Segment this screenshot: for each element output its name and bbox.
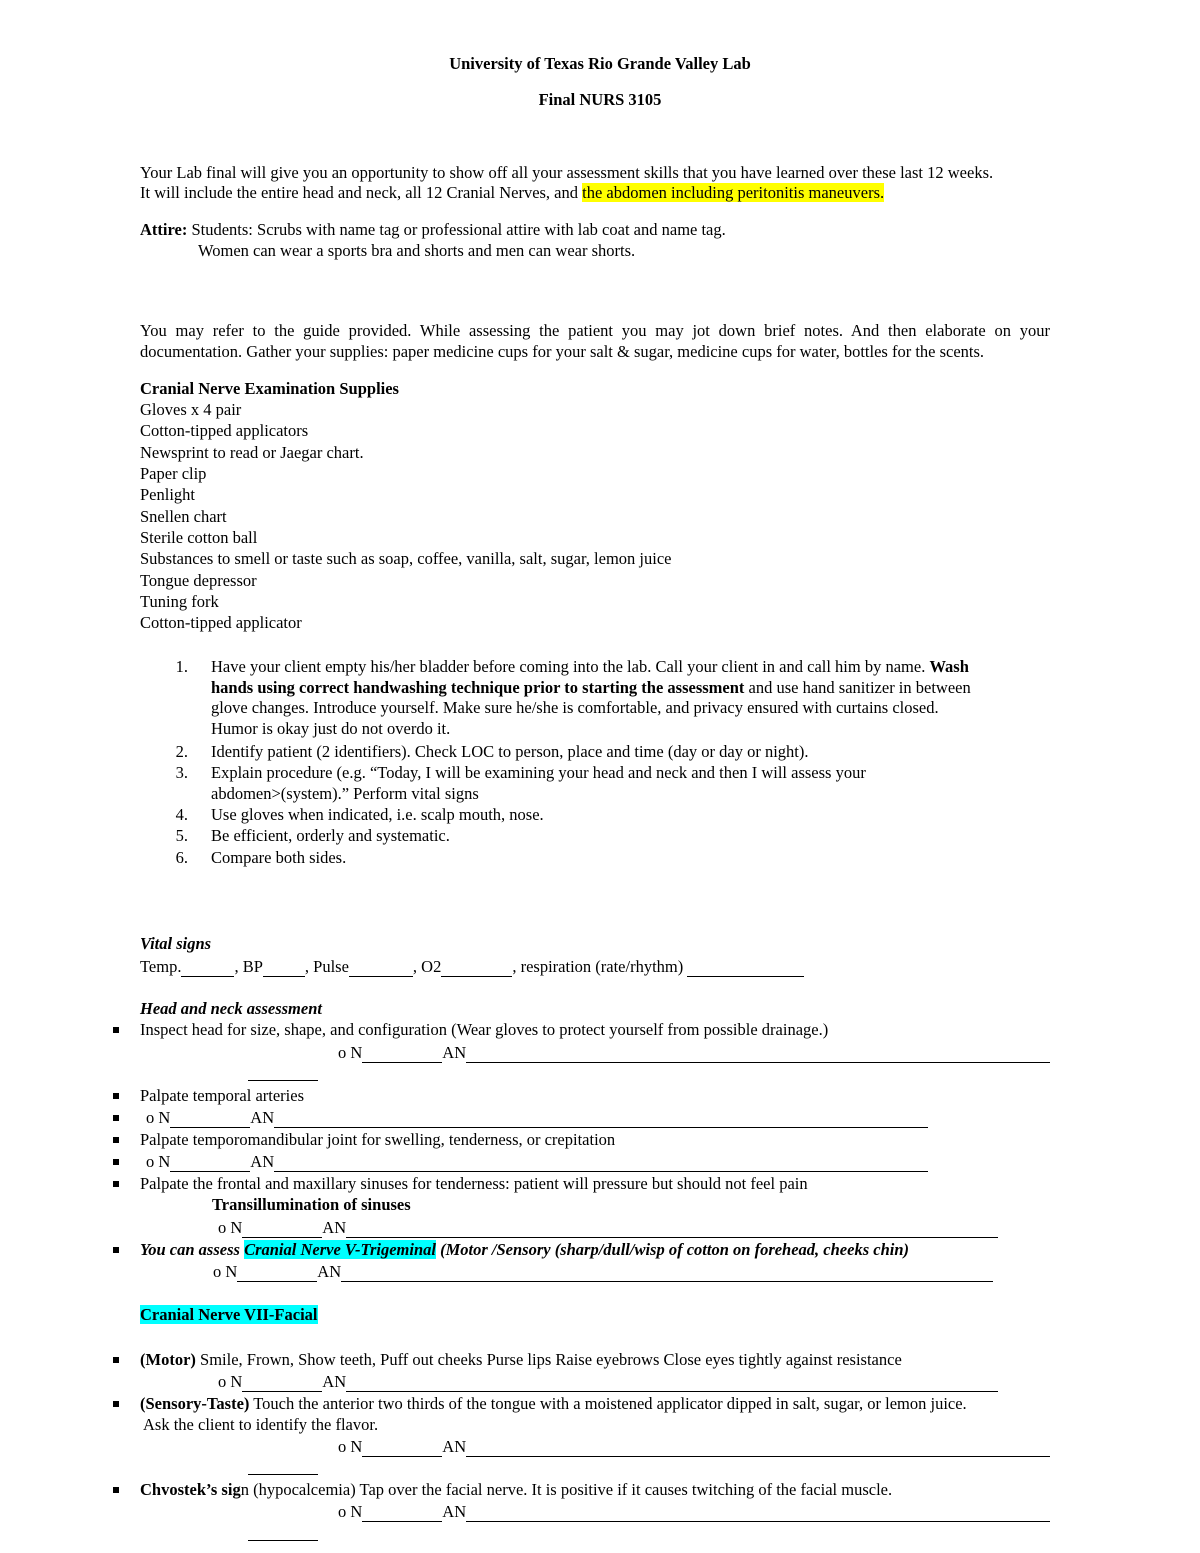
bullet-icon (113, 1181, 119, 1187)
facial-sensory-line-2: Ask the client to identify the flavor. (143, 1415, 379, 1434)
facial-motor-item: (Motor) Smile, Frown, Show teeth, Puff out cheeks Purse lips Raise eyebrows Close eyes tightly against resistance (140, 1350, 902, 1369)
normal-abnormal-row: o N AN (218, 1372, 998, 1392)
step-2: Identify patient (2 identifiers). Check LOC to person, place and time (day or day or night). (211, 742, 809, 761)
attire-line: Attire: Students: Scrubs with name tag or professional attire with lab coat and name tag. (140, 220, 726, 239)
supply-item: Paper clip (140, 464, 207, 483)
refer-line-1: You may refer to the guide provided. While assessing the patient you may jot down brief notes. And then elaborate on your (140, 321, 1050, 340)
o2-blank[interactable] (441, 961, 512, 977)
bullet-icon (113, 1027, 119, 1033)
bullet-icon (113, 1247, 119, 1253)
abnormal-blank[interactable] (466, 1506, 1050, 1522)
supply-item: Gloves x 4 pair (140, 400, 242, 419)
normal-blank[interactable] (242, 1222, 322, 1238)
step-number: 2. (175, 742, 188, 761)
normal-abnormal-row: o N AN (338, 1502, 1050, 1522)
step-number: 5. (175, 826, 188, 845)
checkbox-icon[interactable]: o (218, 1372, 227, 1391)
bullet-icon (113, 1093, 119, 1099)
step-1-line-2: hands using correct handwashing technique prior to starting the assessment and use hand sanitizer in between (211, 678, 971, 697)
step-3-line-2: abdomen>(system).” Perform vital signs (211, 784, 479, 803)
step-1-line-3: glove changes. Introduce yourself. Make sure he/she is comfortable, and privacy ensured with curtains closed. (211, 698, 939, 717)
palpate-tmj-item: Palpate temporomandibular joint for swelling, tenderness, or crepitation (140, 1130, 616, 1149)
highlighted-text: the abdomen including peritonitis maneuvers. (582, 183, 885, 202)
vital-signs-line: Temp. , BP , Pulse , O2 , respiration (rate/rhythm) (140, 957, 804, 977)
bullet-icon (113, 1487, 119, 1493)
normal-blank[interactable] (362, 1506, 442, 1522)
step-5: Be efficient, orderly and systematic. (211, 826, 450, 845)
normal-abnormal-row: o N AN (146, 1108, 928, 1128)
attire-line-2: Women can wear a sports bra and shorts and men can wear shorts. (198, 241, 636, 260)
intro-line-2: It will include the entire head and neck, all 12 Cranial Nerves, and the abdomen including peritonitis maneuvers. (140, 183, 885, 202)
normal-abnormal-row: o N AN (146, 1152, 928, 1172)
underline (248, 1474, 318, 1475)
step-4: Use gloves when indicated, i.e. scalp mouth, nose. (211, 805, 544, 824)
step-number: 1. (175, 657, 188, 676)
palpate-sinus-item: Palpate the frontal and maxillary sinuses for tenderness: patient will pressure but should not feel pain (140, 1174, 808, 1193)
supplies-heading: Cranial Nerve Examination Supplies (140, 379, 399, 398)
abnormal-blank[interactable] (274, 1156, 928, 1172)
checkbox-icon[interactable]: o (338, 1043, 347, 1062)
supply-item: Penlight (140, 485, 196, 504)
normal-abnormal-row: o N AN (218, 1218, 998, 1238)
normal-blank[interactable] (362, 1047, 442, 1063)
course-title: Final NURS 3105 (538, 90, 662, 109)
bullet-icon (113, 1115, 119, 1121)
checkbox-icon[interactable]: o (338, 1502, 347, 1521)
abnormal-blank[interactable] (274, 1112, 928, 1128)
step-6: Compare both sides. (211, 848, 347, 867)
inspect-head-item: Inspect head for size, shape, and configuration (Wear gloves to protect yourself from possible drainage.) (140, 1020, 829, 1039)
bp-blank[interactable] (263, 961, 305, 977)
transillumination-heading: Transillumination of sinuses (212, 1195, 411, 1214)
head-neck-heading: Head and neck assessment (140, 999, 322, 1018)
highlighted-text: Cranial Nerve V-Trigeminal (244, 1240, 436, 1259)
normal-abnormal-row: o N AN (338, 1437, 1050, 1457)
underline (248, 1080, 318, 1081)
pulse-blank[interactable] (349, 961, 413, 977)
supply-item: Snellen chart (140, 507, 227, 526)
supply-item: Cotton-tipped applicators (140, 421, 309, 440)
step-number: 6. (175, 848, 188, 867)
checkbox-icon[interactable]: o (146, 1152, 155, 1171)
bullet-icon (113, 1159, 119, 1165)
attire-label: Attire: (140, 220, 188, 239)
bullet-icon (113, 1357, 119, 1363)
normal-blank[interactable] (237, 1266, 317, 1282)
checkbox-icon[interactable]: o (213, 1262, 222, 1281)
bullet-icon (113, 1401, 119, 1407)
chvostek-item: Chvostek’s sign (hypocalcemia) Tap over the facial nerve. It is positive if it causes twitching of the facial muscle. (140, 1480, 893, 1499)
normal-abnormal-row: o N AN (338, 1043, 1050, 1063)
bullet-icon (113, 1137, 119, 1143)
abnormal-blank[interactable] (346, 1222, 998, 1238)
normal-blank[interactable] (242, 1376, 322, 1392)
abnormal-blank[interactable] (346, 1376, 998, 1392)
document-title: University of Texas Rio Grande Valley Lab (449, 54, 751, 73)
checkbox-icon[interactable]: o (338, 1437, 347, 1456)
intro-line-1: Your Lab final will give you an opportunity to show off all your assessment skills that you have learned over these last 12 weeks. (140, 163, 994, 182)
step-1-line-1: Have your client empty his/her bladder before coming into the lab. Call your client in and call him by name. Wash (211, 657, 969, 676)
supply-item: Substances to smell or taste such as soap, coffee, vanilla, salt, sugar, lemon juice (140, 549, 672, 568)
abnormal-blank[interactable] (466, 1441, 1050, 1457)
step-number: 4. (175, 805, 188, 824)
normal-blank[interactable] (170, 1156, 250, 1172)
normal-abnormal-row: o N AN (213, 1262, 993, 1282)
supply-item: Newsprint to read or Jaegar chart. (140, 443, 364, 462)
normal-blank[interactable] (170, 1112, 250, 1128)
step-number: 3. (175, 763, 188, 782)
supply-item: Cotton-tipped applicator (140, 613, 302, 632)
checkbox-icon[interactable]: o (146, 1108, 155, 1127)
temp-blank[interactable] (181, 961, 234, 977)
step-3-line-1: Explain procedure (e.g. “Today, I will be examining your head and neck and then I will assess your (211, 763, 866, 782)
normal-blank[interactable] (362, 1441, 442, 1457)
facial-heading: Cranial Nerve VII-Facial (140, 1305, 318, 1324)
checkbox-icon[interactable]: o (218, 1218, 227, 1237)
abnormal-blank[interactable] (341, 1266, 993, 1282)
supply-item: Tongue depressor (140, 571, 257, 590)
facial-sensory-item: (Sensory-Taste) Touch the anterior two thirds of the tongue with a moistened applicator dipped in salt, sugar, or lemon juice. (140, 1394, 967, 1413)
supply-item: Tuning fork (140, 592, 219, 611)
abnormal-blank[interactable] (466, 1047, 1050, 1063)
step-1-line-4: Humor is okay just do not overdo it. (211, 719, 451, 738)
underline (248, 1540, 318, 1541)
respiration-blank[interactable] (687, 961, 804, 977)
supply-item: Sterile cotton ball (140, 528, 258, 547)
palpate-temporal-item: Palpate temporal arteries (140, 1086, 305, 1105)
refer-line-2: documentation. Gather your supplies: paper medicine cups for your salt & sugar, medicine cups for water, bottles for the scents. (140, 342, 985, 361)
cn5-item: You can assess Cranial Nerve V-Trigeminal (Motor /Sensory (sharp/dull/wisp of cotton on forehead, cheeks chin) (140, 1240, 910, 1259)
vital-signs-heading: Vital signs (140, 934, 212, 953)
